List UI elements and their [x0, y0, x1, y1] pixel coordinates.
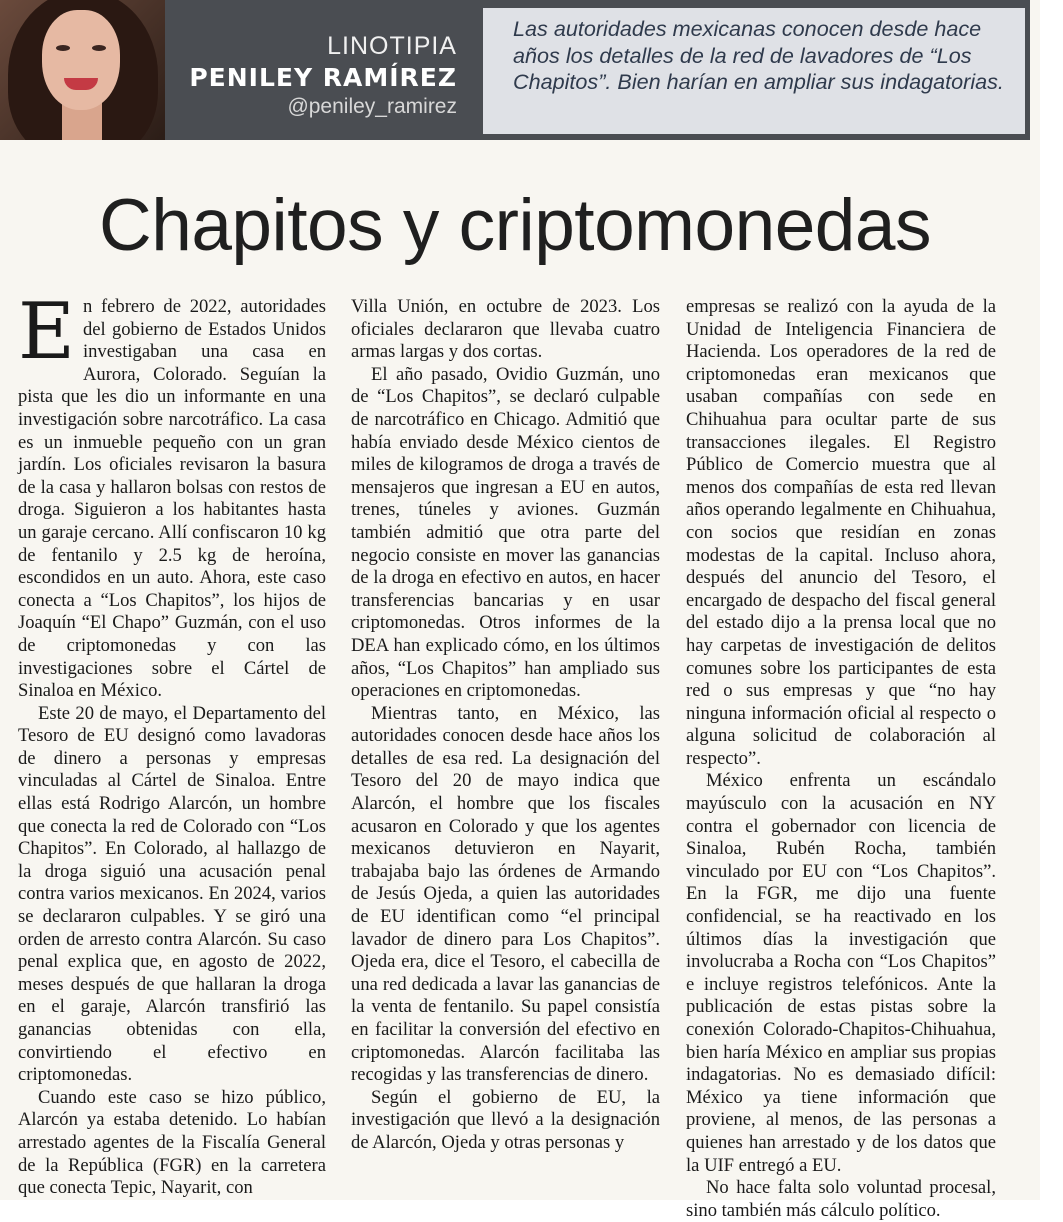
paragraph: Según el gobierno de EU, la investigación que llevó a la designación de Alarcón, Ojeda y otras personas y — [351, 1086, 660, 1153]
author-photo-eye — [56, 45, 70, 51]
paragraph: No hace falta solo voluntad procesal, sino también más cálculo político. — [686, 1177, 996, 1221]
author-name: PENILEY RAMÍREZ — [189, 63, 457, 92]
article-column-1 — [18, 287, 326, 1200]
article-column-3 — [686, 296, 996, 1222]
author-photo — [0, 0, 165, 140]
paragraph: El año pasado, Ovidio Guzmán, uno de “Los Chapitos”, se declaró culpable de narcotráfico en Chicago. Admitió que había enviado desde México cientos de miles de kilogramos de droga a través de mensajeros que ingresan a EU en autos, trenes, túneles y aviones. Guzmán también admitió que otra parte del negocio consiste en mover las ganancias de la droga en efectivo en autos, en hacer transferencias bancarias y en usar criptomonedas. Otros informes de la DEA han explicado cómo, en los últimos años, “Los Chapitos” han ampliado sus operaciones en criptomonedas. — [351, 363, 660, 702]
summary-box — [483, 8, 1025, 134]
article-column-2 — [351, 296, 660, 1155]
author-photo-face — [42, 10, 120, 110]
page-margin — [1040, 0, 1063, 1200]
paragraph: Mientras tanto, en México, las autoridades conocen desde hace años los detalles de esa red. La designación del Tesoro del 20 de mayo indica que Alarcón, el hombre que los fiscales acusaron en Colorado y que los agentes mexicanos detuvieron en Nayarit, trabajaba bajo las órdenes de Armando de Jesús Ojeda, a quien las autoridades de EU identifican como “el principal lavador de dinero para Los Chapitos”. Ojeda era, dice el Tesoro, el cabecilla de una red dedicada a lavar las ganancias de la venta de fentanilo. Su papel consistía en facilitar la conversión del efectivo en criptomonedas. Alarcón facilitaba las recogidas y las transferencias de dinero. — [351, 702, 660, 1086]
author-handle: @peniley_ramirez — [287, 95, 457, 118]
paragraph: México enfrenta un escándalo mayúsculo con la acusación en NY contra el gobernador con licencia de Sinaloa, Rubén Rocha, también vinculado por EU con “Los Chapitos”. En la FGR, me dijo una fuente confidencial, se ha reactivado en los últimos días la investigación que involucraba a Rocha con “Los Chapitos” e incluye registros telefónicos. Ante la publicación de estas pistas sobre la conexión Colorado-Chapitos-Chihuahua, bien haría México en ampliar sus propias indagatorias. No es demasiado difícil: México ya tiene información que proviene, al menos, de las personas a quienes han arrestado y de los datos que la UIF entregó a EU. — [686, 770, 996, 1176]
paragraph: Villa Unión, en octubre de 2023. Los oficiales declararon que llevaba cuatro armas largas y dos cortas. — [351, 296, 660, 363]
paragraph: Este 20 de mayo, el Departamento del Tesoro de EU designó como lavadoras de dinero a personas y empresas vinculadas al Cártel de Sinaloa. Entre ellas está Rodrigo Alarcón, un hombre que conecta la red de Colorado con “Los Chapitos”. En Colorado, al hallazgo de la droga siguió una acusación penal contra varios mexicanos. En 2024, varios se declararon culpables. Y se giró una orden de arresto contra Alarcón. Su caso penal explica que, en agosto de 2022, meses después de que hallaran la droga en el garaje, Alarcón transfirió las ganancias obtenidas con ella, convirtiendo el efectivo en criptomonedas. — [18, 702, 326, 1086]
paragraph: Cuando este caso se hizo público, Alarcón ya estaba detenido. Lo habían arrestado agentes de la Fiscalía General de la República (FGR) en la carretera que conecta Tepic, Nayarit, con — [18, 1086, 326, 1199]
drop-cap: E — [18, 287, 75, 377]
paragraph-text: n febrero de 2022, autoridades del gobierno de Estados Unidos investigaban una casa en Aurora, Colorado. Seguían la pista que les dio un informante en una investigación sobre narcotráfico. La casa es un inmueble pequeño con un gran jardín. Los oficiales revisaron la basura de la casa y hallaron bolsas con restos de droga. Siguieron a los habitantes hasta un garaje cercano. Allí confiscaron 10 kg de fentanilo y 2.5 kg de heroína, escondidos en un auto. Ahora, este caso conecta a “Los Chapitos”, los hijos de Joaquín “El Chapo” Guzmán, con el uso de criptomonedas y con las investigaciones sobre el Cártel de Sinaloa en México. — [18, 296, 326, 702]
paragraph — [18, 287, 326, 703]
byline — [165, 0, 465, 140]
column-name: LINOTIPIA — [327, 32, 457, 60]
article-title: Chapitos y criptomonedas — [99, 185, 931, 266]
column-header — [0, 0, 1030, 140]
paragraph: empresas se realizó con la ayuda de la Unidad de Inteligencia Financiera de Hacienda. Los operadores de la red de criptomonedas eran mexicanos que usaban compañías con sede en Chihuahua para ocultar parte de sus transacciones ilegales. El Registro Público de Comercio muestra que al menos dos compañías de esta red llevan años operando legalmente en Chihuahua, con socios que residían en zonas modestas de la capital. Incluso ahora, después del anuncio del Tesoro, el encargado de despacho del fiscal general del estado dijo a la prensa local que no hay carpetas de investigación de delitos comunes sobre los participantes de esta red o sus empresas y que “no hay ninguna información oficial al respecto o alguna solicitud de colaboración al respecto”. — [686, 296, 996, 769]
author-photo-eye — [92, 45, 106, 51]
summary-text: Las autoridades mexicanas conocen desde hace años los detalles de la red de lavadores de “Los Chapitos”. Bien harían en ampliar sus indagatorias. — [513, 16, 1004, 94]
